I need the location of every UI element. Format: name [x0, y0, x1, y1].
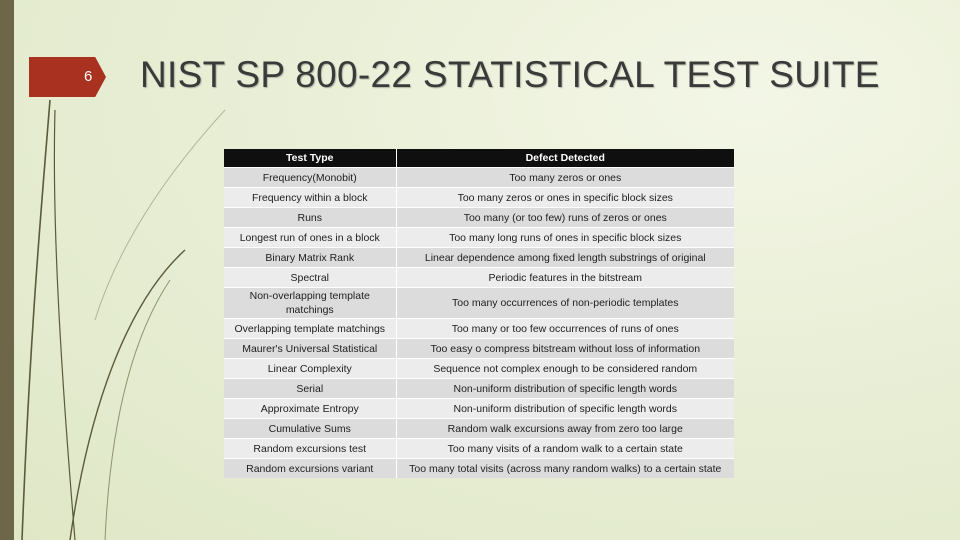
slide-title: NIST SP 800-22 STATISTICAL TEST SUITE — [140, 54, 880, 95]
defect-detected-cell: Too many (or too few) runs of zeros or ones — [396, 208, 734, 228]
defect-detected-cell: Too many occurrences of non-periodic templates — [396, 288, 734, 319]
table-row — [224, 319, 734, 339]
defect-detected-cell: Too many zeros or ones — [396, 168, 734, 188]
defect-detected-cell: Too many zeros or ones in specific block sizes — [396, 188, 734, 208]
defect-detected-cell: Too many or too few occurrences of runs of ones — [396, 319, 734, 339]
table-row — [224, 459, 734, 479]
defect-detected-cell: Too many total visits (across many random walks) to a certain state — [396, 459, 734, 479]
table-row — [224, 379, 734, 399]
defect-detected-cell: Non-uniform distribution of specific length words — [396, 379, 734, 399]
defect-detected-cell: Random walk excursions away from zero too large — [396, 419, 734, 439]
table-row — [224, 339, 734, 359]
table-row — [224, 268, 734, 288]
test-type-cell: Frequency(Monobit) — [224, 168, 396, 188]
test-type-cell: Binary Matrix Rank — [224, 248, 396, 268]
defect-detected-cell: Too many visits of a random walk to a certain state — [396, 439, 734, 459]
test-type-cell: Runs — [224, 208, 396, 228]
defect-detected-cell: Periodic features in the bitstream — [396, 268, 734, 288]
test-type-cell: Overlapping template matchings — [224, 319, 396, 339]
test-type-cell: Maurer's Universal Statistical — [224, 339, 396, 359]
test-type-cell: Linear Complexity — [224, 359, 396, 379]
defect-detected-cell: Sequence not complex enough to be considered random — [396, 359, 734, 379]
table-row — [224, 188, 734, 208]
defect-detected-cell: Too easy o compress bitstream without loss of information — [396, 339, 734, 359]
table-row — [224, 288, 734, 319]
test-type-cell: Approximate Entropy — [224, 399, 396, 419]
test-type-cell: Random excursions variant — [224, 459, 396, 479]
test-type-cell: Serial — [224, 379, 396, 399]
table — [224, 149, 734, 478]
table-row — [224, 439, 734, 459]
defect-detected-cell: Non-uniform distribution of specific length words — [396, 399, 734, 419]
test-type-cell: Non-overlapping template matchings — [224, 288, 396, 319]
column-header-defect-detected: Defect Detected — [396, 149, 734, 168]
test-type-cell: Frequency within a block — [224, 188, 396, 208]
table-row — [224, 228, 734, 248]
table-row — [224, 399, 734, 419]
table-body — [224, 168, 734, 479]
defect-detected-cell: Linear dependence among fixed length substrings of original — [396, 248, 734, 268]
test-type-cell: Longest run of ones in a block — [224, 228, 396, 248]
column-header-test-type: Test Type — [224, 149, 396, 168]
table-row — [224, 359, 734, 379]
slide-number-text: 6 — [84, 68, 93, 85]
test-suite-table — [224, 149, 734, 478]
table-row — [224, 208, 734, 228]
table-row — [224, 168, 734, 188]
test-type-cell: Spectral — [224, 268, 396, 288]
test-type-cell: Cumulative Sums — [224, 419, 396, 439]
test-type-cell: Random excursions test — [224, 439, 396, 459]
table-row — [224, 248, 734, 268]
defect-detected-cell: Too many long runs of ones in specific block sizes — [396, 228, 734, 248]
table-row — [224, 419, 734, 439]
table-header-row — [224, 149, 734, 168]
slide-number — [0, 57, 98, 97]
